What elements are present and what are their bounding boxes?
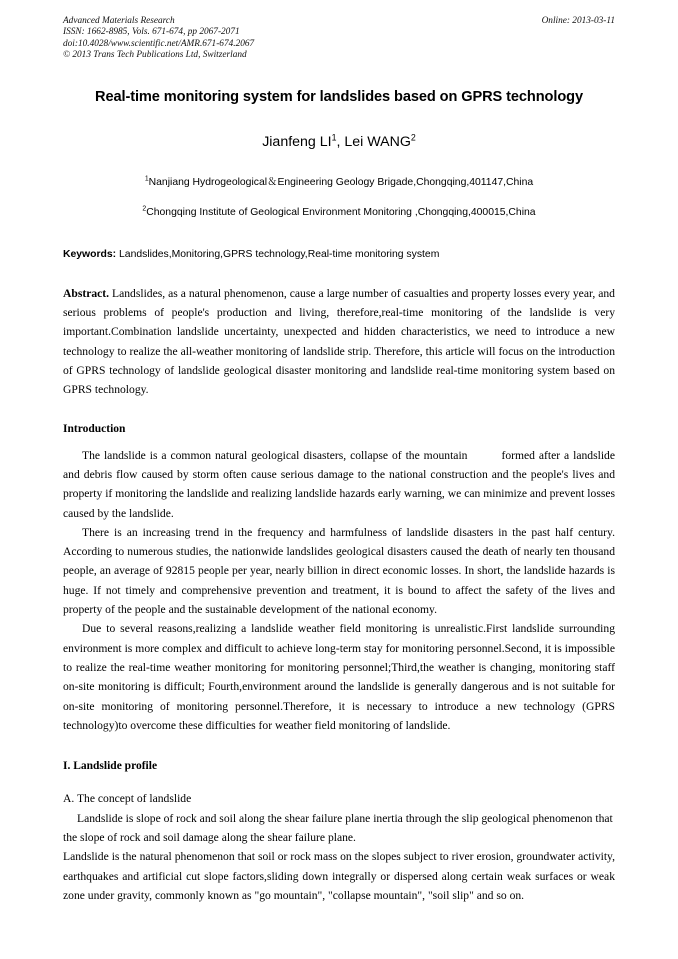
issn-line: ISSN: 1662-8985, Vols. 671-674, pp 2067-2071: [63, 27, 240, 38]
author-affiliation-marker-1: 1: [331, 131, 337, 142]
section-heading-landslide-profile: I. Landslide profile: [63, 760, 158, 773]
affiliation-1: [63, 176, 615, 189]
doi-line: doi:10.4028/www.scientific.net/AMR.671-674.2067: [63, 38, 255, 49]
online-date: Online: 2013-03-11: [541, 16, 615, 26]
keywords-line: [63, 248, 615, 262]
author-name-2: Lei WANG: [344, 133, 411, 150]
keywords-value: Landslides,Monitoring,GPRS technology,Real-time monitoring system: [119, 248, 440, 260]
affiliation-text-2: Chongqing Institute of Geological Environment Monitoring ,Chongqing,400015,China: [146, 206, 536, 218]
author-separator: ,: [336, 133, 345, 150]
copyright-line: © 2013 Trans Tech Publications Ltd, Switzerland: [63, 50, 247, 61]
affiliation-text-1: Nanjiang Hydrogeological＆Engineering Geology Brigade,Chongqing,401147,China: [148, 176, 534, 188]
intro-paragraph-2: There is an increasing trend in the frequency and harmfulness of landslide disasters in the past half century. According to numerous studies, the nationwide landslides geological disasters caused the death of nearly ten thousand people, an average of 92815 people per year, nearly billion in direct economic losses. In short, the landslide hazards is huge. If not timely and comprehensive prevention and treatment, it is bound to affect the safety of the lives and property of the people and the sustainable development of the national economy.: [63, 525, 615, 617]
abstract-paragraph: [63, 284, 615, 400]
affiliation-2: [63, 206, 615, 219]
journal-name: Advanced Materials Research: [63, 16, 175, 26]
page-content: [63, 16, 615, 905]
section-heading-introduction: Introduction: [63, 423, 126, 436]
profile-paragraph-2: Landslide is the natural phenomenon that soil or rock mass on the slopes subject to river erosion, groundwater activity, earthquakes and artificial cut slope factors,sliding down integrally or dispersed along certain weak surfaces or weak zone under gravity, commonly known as "go mountain", "collapse mountain", "soil slip" and so on.: [63, 850, 615, 902]
affiliation-marker-1: 1: [144, 175, 149, 183]
affiliation-marker-2: 2: [142, 205, 147, 213]
intro-paragraph-1-part-a: The landslide is a common natural geological disasters, collapse of the mountain: [82, 448, 468, 462]
subsection-heading-a: A. The concept of landslide: [63, 792, 192, 806]
intro-paragraph-1-part-b: formed after a landslide and debris flow caused by storm often cause serious damage to the national construction and the people's lives and property if monitoring the landslide and realizing landslide hazards early warning, we can minimize and prevent losses caused by the landslide.: [63, 448, 615, 520]
intro-paragraph-3: Due to several reasons,realizing a landslide weather field monitoring is unrealistic.First landslide surrounding environment is more complex and difficult to achieve long-term stay for monitoring personnel.Second, it is impossible to realize the real-time weather monitoring for monitoring personnel;Third,the weather is changing, monitoring staff on-site monitoring is difficult; Fourth,environment around the landslide is generally dangerous and is not suitable for on-site monitoring of monitoring personnel.Therefore, it is necessary to introduce a new technology (GPRS technology)to overcome these difficulties for weather field monitoring of landslide.: [63, 622, 615, 732]
author-list: [63, 133, 615, 151]
profile-paragraph-1: Landslide is slope of rock and soil along the shear failure plane inertia through the slip geological phenomenon that the slope of rock and soil damage along the shear failure plane.: [63, 811, 613, 845]
page-title: Real-time monitoring system for landslides based on GPRS technology: [95, 88, 583, 105]
intro-paragraph-1: [63, 446, 615, 523]
journal-header: [63, 16, 615, 62]
author-affiliation-marker-2: 2: [410, 131, 416, 142]
author-name-1: Jianfeng LI: [262, 133, 332, 150]
abstract-text: Landslides, as a natural phenomenon, cause a large number of casualties and property losses every year, and serious problems of people's production and living, therefore,real-time monitoring of the landslide is very important.Combination landslide uncertainty, unexpected and hidden characteristics, we need to introduce a new technology to realize the all-weather monitoring of landslide strip. Therefore, this article will focus on the introduction of GPRS technology of landslide geological disaster monitoring and landslide real-time monitoring system based on GPRS technology.: [63, 286, 615, 397]
abstract-label: Abstract.: [63, 286, 110, 300]
keywords-label: Keywords:: [63, 248, 117, 260]
